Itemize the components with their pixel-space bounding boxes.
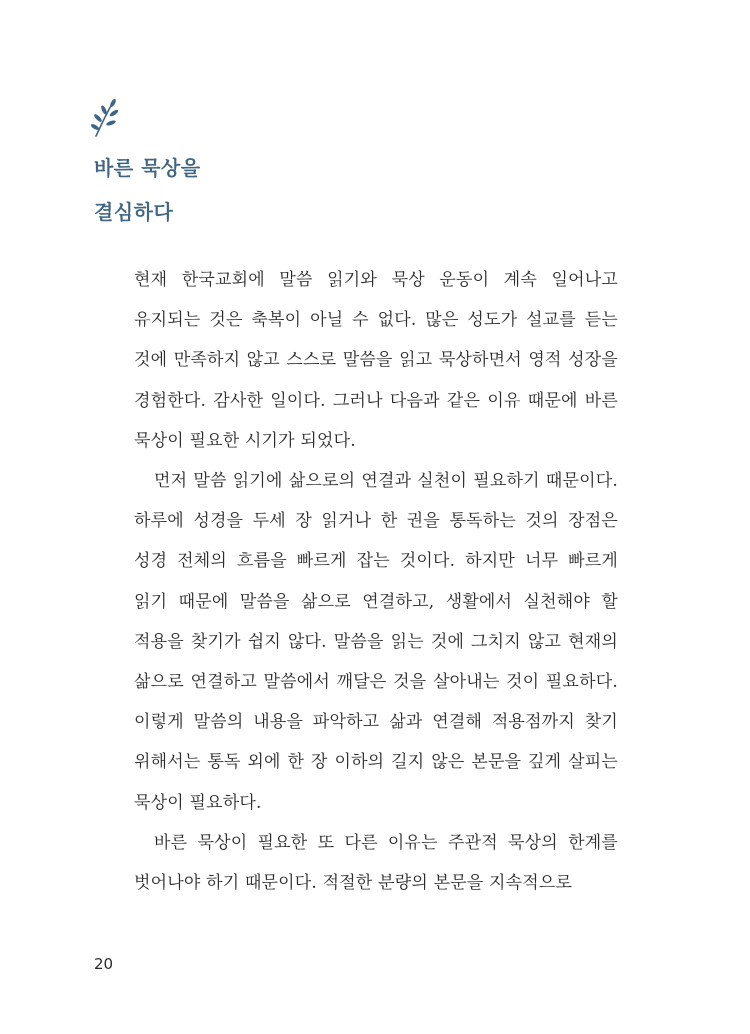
- leaf-branch-icon: [90, 98, 118, 138]
- heading-line-1: 바른 묵상을: [94, 156, 201, 180]
- body-text: [134, 260, 618, 903]
- paragraph: 현재 한국교회에 말씀 읽기와 묵상 운동이 계속 일어나고 유지되는 것은 축복이 아닐 수 없다. 많은 성도가 설교를 듣는 것에 만족하지 않고 스스로 말씀을 읽고 묵상하면서 영적 성장을 경험한다. 감사한 일이다. 그러나 다음과 같은 이유 때문에 바른 묵상이 필요한 시기가 되었다.: [134, 270, 618, 451]
- paragraph: 먼저 말씀 읽기에 삶으로의 연결과 실천이 필요하기 때문이다. 하루에 성경을 두세 장 읽거나 한 권을 통독하는 것의 장점은 성경 전체의 흐름을 빠르게 잡는 것이다. 하지만 너무 빠르게 읽기 때문에 말씀을 삶으로 연결하고, 생활에서 실천해야 할 적용을 찾기가 쉽지 않다. 말씀을 읽는 것에 그치지 않고 현재의 삶으로 연결하고 말씀에서 깨달은 것을 살아내는 것이 필요하다. 이렇게 말씀의 내용을 파악하고 삶과 연결해 적용점까지 찾기 위해서는 통독 외에 한 장 이하의 길지 않은 본문을 깊게 살피는 묵상이 필요하다.: [134, 471, 618, 813]
- heading-line-2: 결심하다: [94, 200, 174, 224]
- paragraph: 바른 묵상이 필요한 또 다른 이유는 주관적 묵상의 한계를 벗어나야 하기 때문이다. 적절한 분량의 본문을 지속적으로: [134, 832, 618, 894]
- section-heading: [94, 146, 201, 234]
- page-number: 20: [94, 955, 114, 973]
